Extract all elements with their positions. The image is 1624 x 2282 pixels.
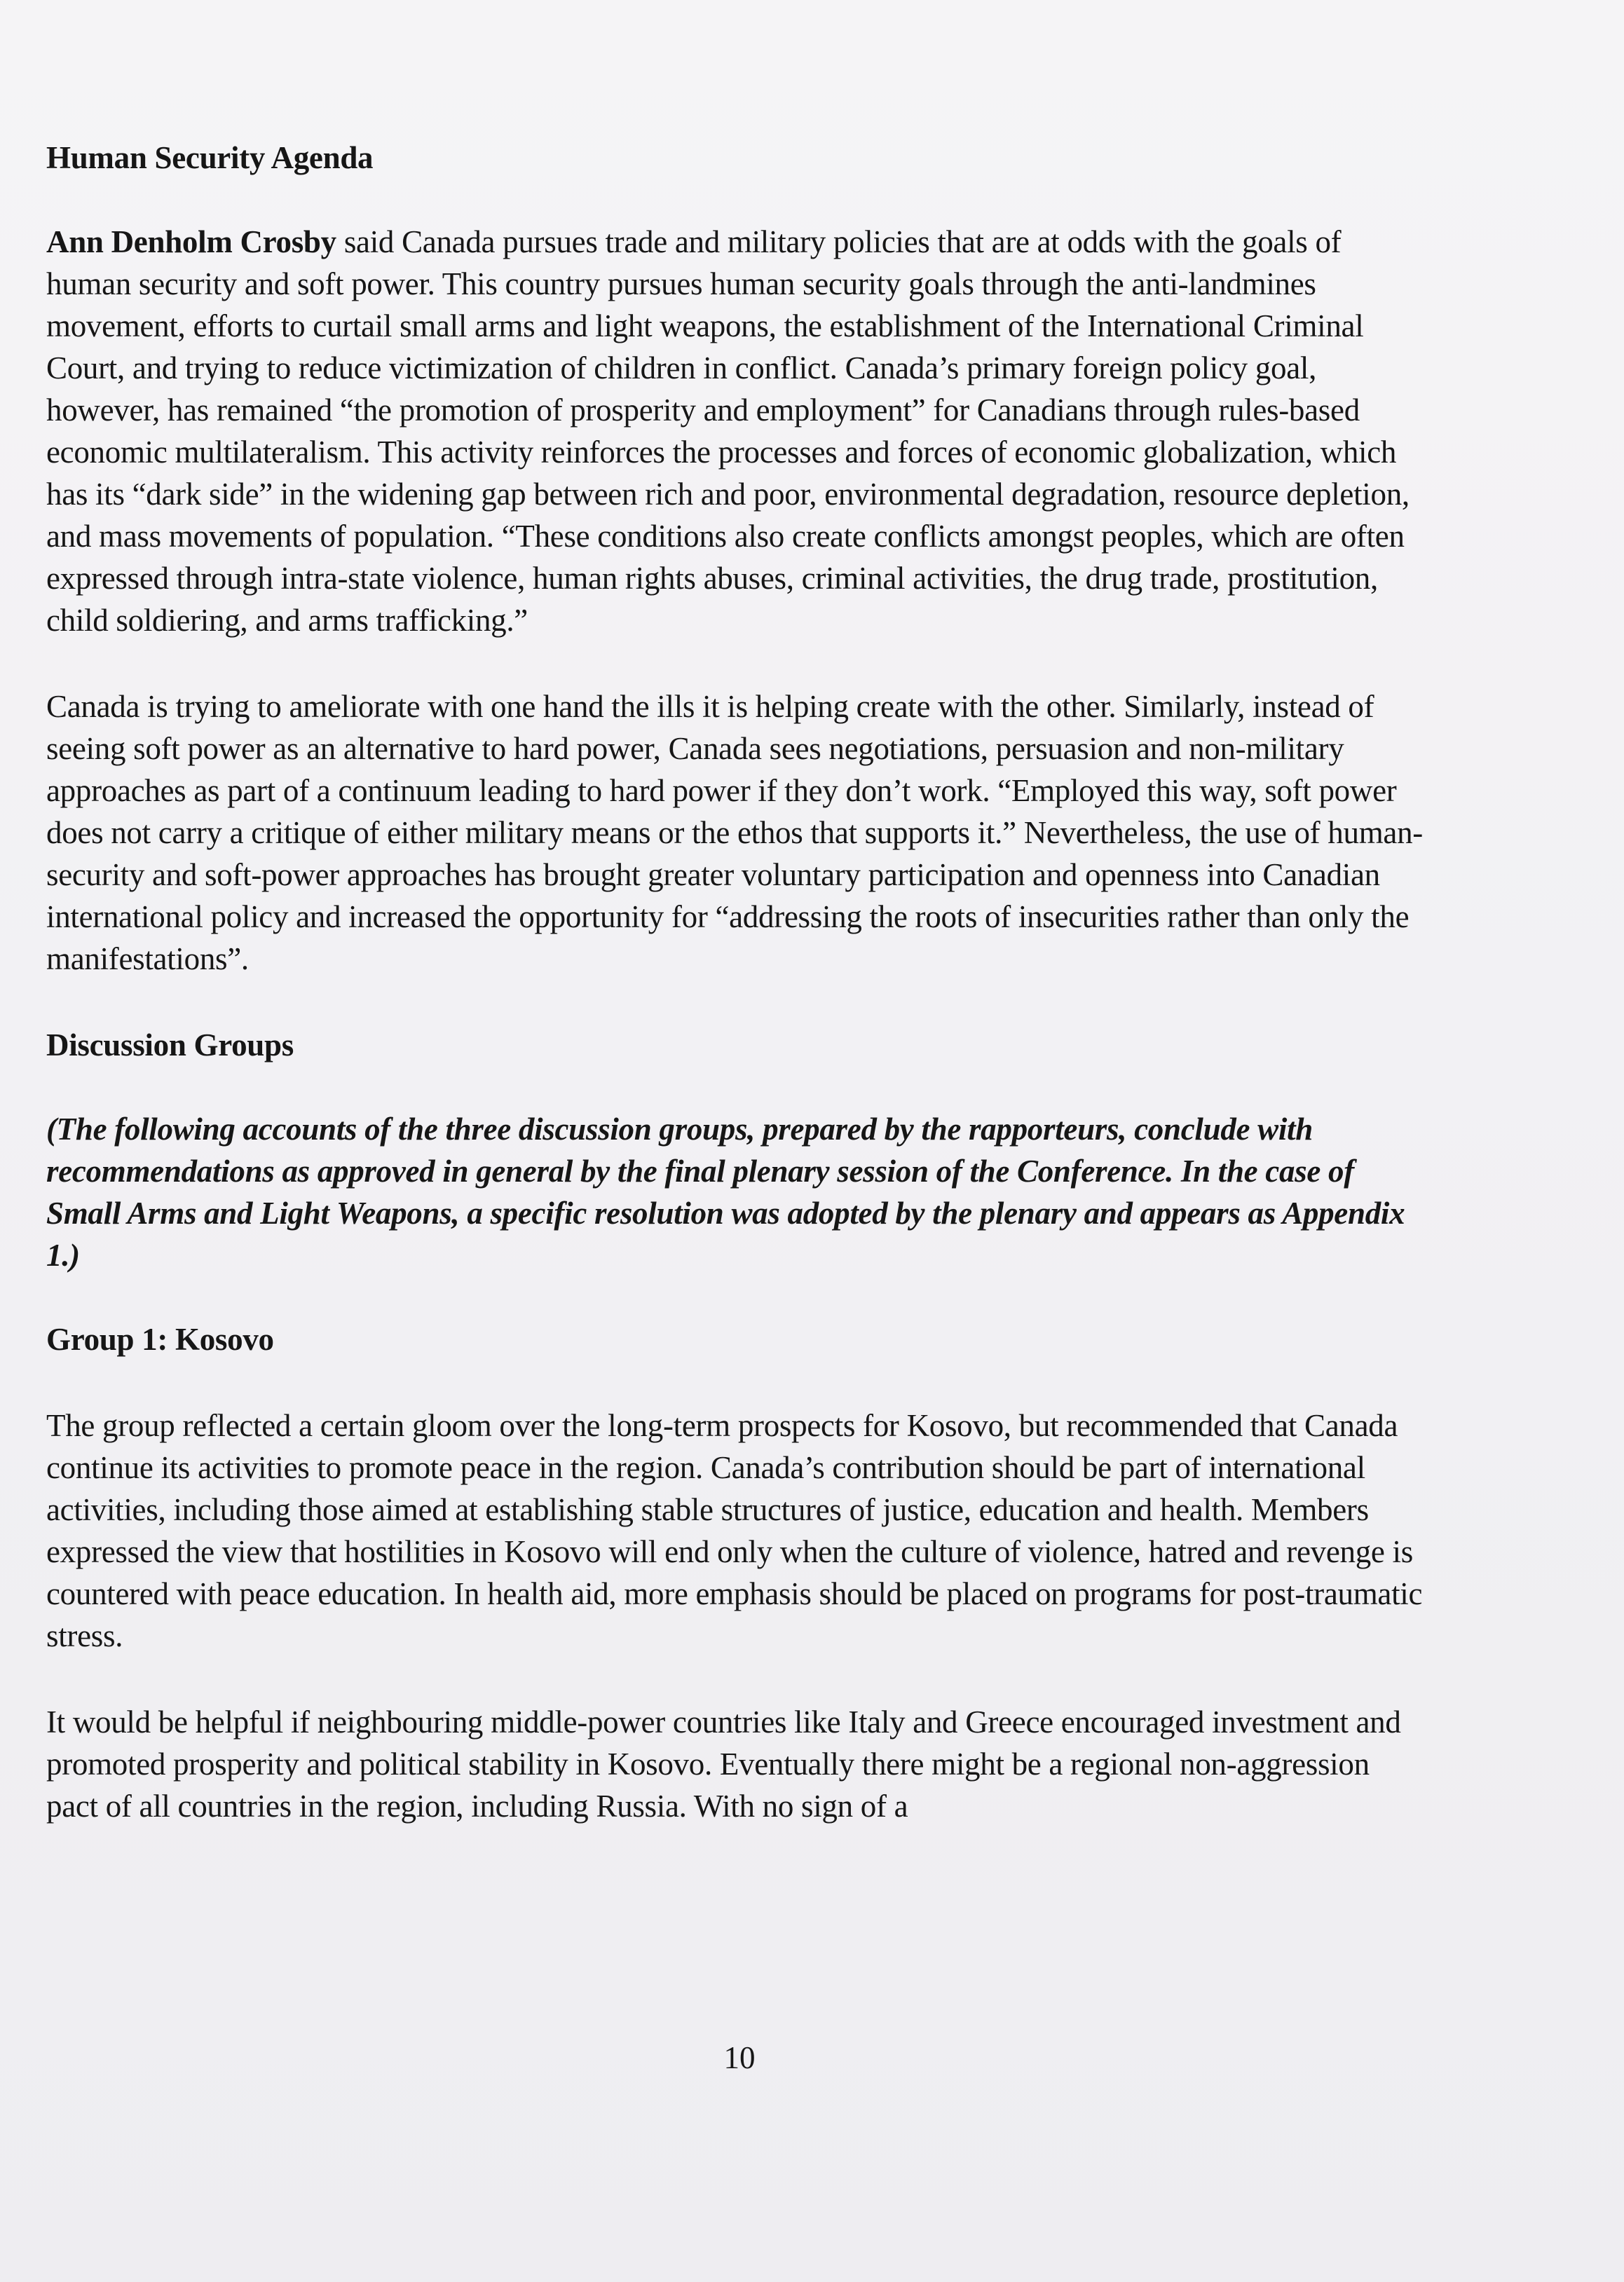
page-content [46, 137, 1427, 1827]
section-heading-group-1-kosovo: Group 1: Kosovo [46, 1322, 274, 1357]
speaker-name: Ann Denholm Crosby [46, 224, 336, 259]
paragraph-soft-power: Canada is trying to ameliorate with one hand the ills it is helping create with the other. Similarly, instead of seeing soft power as an alternative to hard power, Canada sees negotiations, persuasion and non-military approaches as part of a continuum leading to hard power if they don’t work. “Employed this way, soft power does not carry a critique of either military means or the ethos that supports it.” Nevertheless, the use of human-security and soft-power approaches has brought greater voluntary participation and openness into Canadian international policy and increased the opportunity for “addressing the roots of insecurities rather than only the manifestations”. [46, 689, 1423, 976]
paragraph-kosovo-neighbours: It would be helpful if neighbouring middle-power countries like Italy and Greece encouraged investment and promoted prosperity and political stability in Kosovo. Eventually there might be a regional non-aggression pact of all countries in the region, including Russia. With no sign of a [46, 1704, 1401, 1824]
paragraph-kosovo-gloom: The group reflected a certain gloom over the long-term prospects for Kosovo, but recommended that Canada continue its activities to promote peace in the region. Canada’s contribution should be part of international activities, including those aimed at establishing stable structures of justice, education and health. Members expressed the view that hostilities in Kosovo will end only when the culture of violence, hatred and revenge is countered with peace education. In health aid, more emphasis should be placed on programs for post-traumatic stress. [46, 1408, 1423, 1653]
page-number: 10 [723, 2040, 756, 2075]
paragraph-crosby-text: said Canada pursues trade and military policies that are at odds with the goals of human security and soft power. This country pursues human security goals through the anti-landmines movement, efforts to curtail small arms and light weapons, the establishment of the International Criminal Court, and trying to reduce victimization of children in conflict. Canada’s primary foreign policy goal, however, has remained “the promotion of prosperity and employment” for Canadians through rules-based economic multilateralism. This activity reinforces the processes and forces of economic globalization, which has its “dark side” in the widening gap between rich and poor, environmental degradation, resource depletion, and mass movements of population. “These conditions also create conflicts amongst peoples, which are often expressed through intra-state violence, human rights abuses, criminal activities, the drug trade, prostitution, child soldiering, and arms trafficking.” [46, 224, 1410, 638]
paragraph-crosby [46, 221, 1427, 641]
section-heading-human-security: Human Security Agenda [46, 140, 374, 175]
section-heading-discussion-groups: Discussion Groups [46, 1027, 294, 1063]
discussion-groups-note: (The following accounts of the three discussion groups, prepared by the rapporteurs, conclude with recommendations as approved in general by the final plenary session of the Conference. In the case of Small Arms and Light Weapons, a specific resolution was adopted by the plenary and appears as Appendix 1.) [46, 1112, 1405, 1273]
